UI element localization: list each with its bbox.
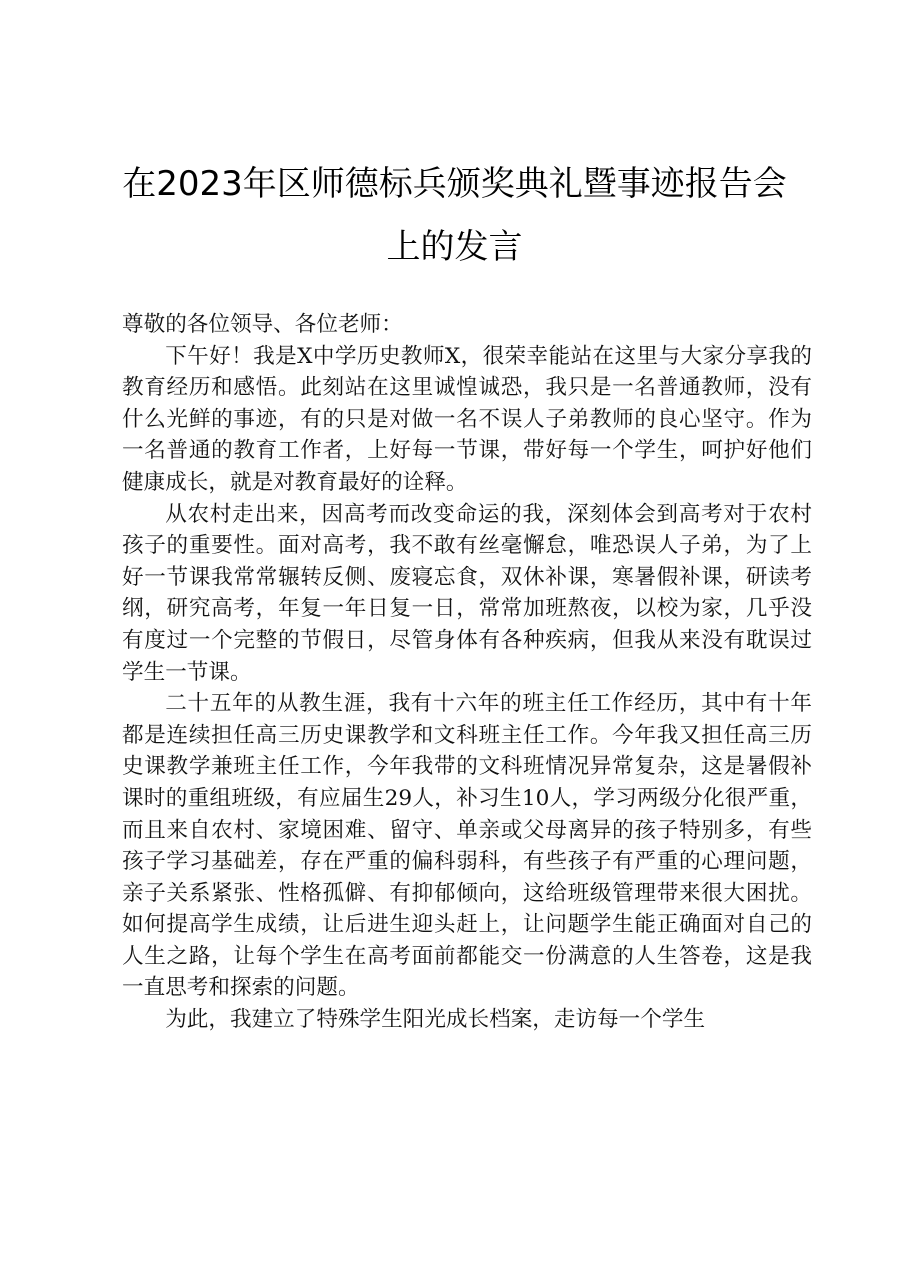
- salutation: 尊敬的各位领导、各位老师：: [122, 312, 403, 337]
- paragraph-rural-background: 从农村走出来，因高考而改变命运的我，深刻体会到高考对于农村孩子的重要性。面对高考，我不敢有丝毫懈怠，唯恐误人子弟，为了上好一节课我常常辗转反侧、废寝忘食，双休补课，寒暑假补课，研读考纲，研究高考，年复一年日复一日，常常加班熬夜，以校为家，几乎没有度过一个完整的节假日，尽管身体有各种疾病，但我从来没有耽误过学生一节课。: [122, 501, 812, 685]
- paragraph-greeting: 下午好！我是X中学历史教师X，很荣幸能站在这里与大家分享我的教育经历和感悟。此刻站在这里诚惶诚恐，我只是一名普通教师，没有什么光鲜的事迹，有的只是对做一名不误人子弟教师的良心坚守。作为一名普通的教育工作者，上好每一节课，带好每一个学生，呵护好他们健康成长，就是对教育最好的诠释。: [122, 343, 812, 495]
- document-title-line-1: 在2023年区师德标兵颁奖典礼暨事迹报告会: [122, 164, 787, 204]
- paragraph-growth-archive: 为此，我建立了特殊学生阳光成长档案，走访每一个学生: [165, 1007, 706, 1033]
- document-title-line-2: 上的发言: [386, 227, 523, 267]
- document-body: [122, 309, 812, 1036]
- paragraph-teaching-career: 二十五年的从教生涯，我有十六年的班主任工作经历，其中有十年都是连续担任高三历史课教学和文科班主任工作。今年我又担任高三历史课教学兼班主任工作，今年我带的文科班情况异常复杂，这是暑假补课时的重组班级，有应届生29人，补习生10人，学习两级分化很严重，而且来自农村、家境困难、留守、单亲或父母离异的孩子特别多，有些孩子学习基础差，存在严重的偏科弱科，有些孩子有严重的心理问题，亲子关系紧张、性格孤僻、有抑郁倾向，这给班级管理带来很大困扰。如何提高学生成绩，让后进生迎头赶上，让问题学生能正确面对自己的人生之路，让每个学生在高考面前都能交一份满意的人生答卷，这是我一直思考和探索的问题。: [122, 691, 812, 1001]
